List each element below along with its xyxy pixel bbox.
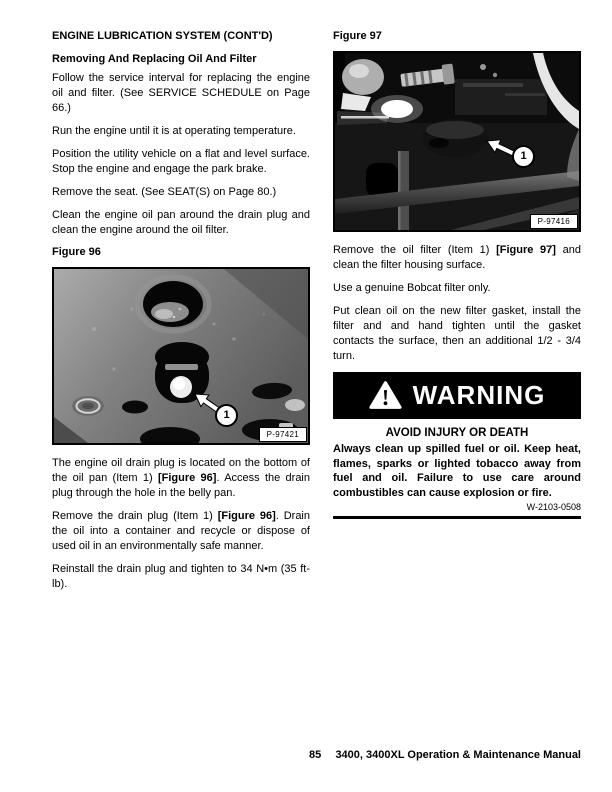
warning-code: W-2103-0508 [526,502,581,512]
manual-title: 3400, 3400XL Operation & Maintenance Manual [335,749,581,761]
two-column-layout [52,30,581,592]
paragraph-service-interval: Follow the service interval for replacing the engine oil and filter. (See SERVICE SCHEDULE on Page 66.) [52,72,310,114]
paragraph-drain-plug-location: The engine oil drain plug is located on the bottom of the oil pan (Item 1) [Figure 96]. Access the drain plug through the hole in the belly pan. [52,457,310,499]
warning-title: AVOID INJURY OR DEATH [385,427,529,439]
figure-97-photo [333,51,581,232]
paragraph-remove-seat: Remove the seat. (See SEAT(S) on Page 80.) [52,186,277,198]
figure-96-label: Figure 96 [52,246,101,258]
photo-id-label: P-97416 [530,214,578,229]
warning-banner-text: WARNING [412,380,546,410]
subsection-heading: Removing And Replacing Oil And Filter [52,53,257,65]
paragraph-clean-pan: Clean the engine oil pan around the drain plug and clean the engine around the oil filter. [52,209,310,236]
paragraph-reinstall-plug: Reinstall the drain plug and tighten to 34 N•m (35 ft-lb). [52,563,310,590]
figure-97-label: Figure 97 [333,30,382,42]
section-heading: ENGINE LUBRICATION SYSTEM (CONT'D) [52,30,273,42]
paragraph-remove-oil-filter: Remove the oil filter (Item 1) [Figure 97] and clean the filter housing surface. [333,244,581,271]
photo-id-label: P-97421 [259,427,307,442]
paragraph-remove-drain-plug: Remove the drain plug (Item 1) [Figure 96]. Drain the oil into a container and recycle or dispose of used oil in an environmentally safe manner. [52,510,310,552]
paragraph-run-engine: Run the engine until it is at operating temperature. [52,125,296,137]
callout-1-badge: 1 [512,145,535,168]
left-column [52,30,310,592]
paragraph-genuine-filter: Use a genuine Bobcat filter only. [333,282,491,294]
warning-triangle-icon [369,381,402,410]
right-column [333,30,581,592]
warning-block [333,372,581,519]
warning-body-text: Always clean up spilled fuel or oil. Keep heat, flames, sparks or lighted tobacco away from fuel and oil. Failure to use care around combustibles can cause explosion or fire. [333,443,581,499]
paragraph-install-filter: Put clean oil on the new filter gasket, install the filter and and hand tighten until the gasket contacts the surface, then an additional 1/2 - 3/4 turn. [333,305,581,362]
figure-96-photo [52,267,310,445]
engine-oil-filter-photo-graphic [335,53,579,230]
callout-1-badge: 1 [215,404,238,427]
warning-banner [333,372,581,419]
belly-pan-photo-graphic [54,269,308,443]
page-number: 85 [309,749,322,761]
paragraph-position-vehicle: Position the utility vehicle on a flat and level surface. Stop the engine and engage the park brake. [52,148,310,175]
page-footer [52,749,581,763]
